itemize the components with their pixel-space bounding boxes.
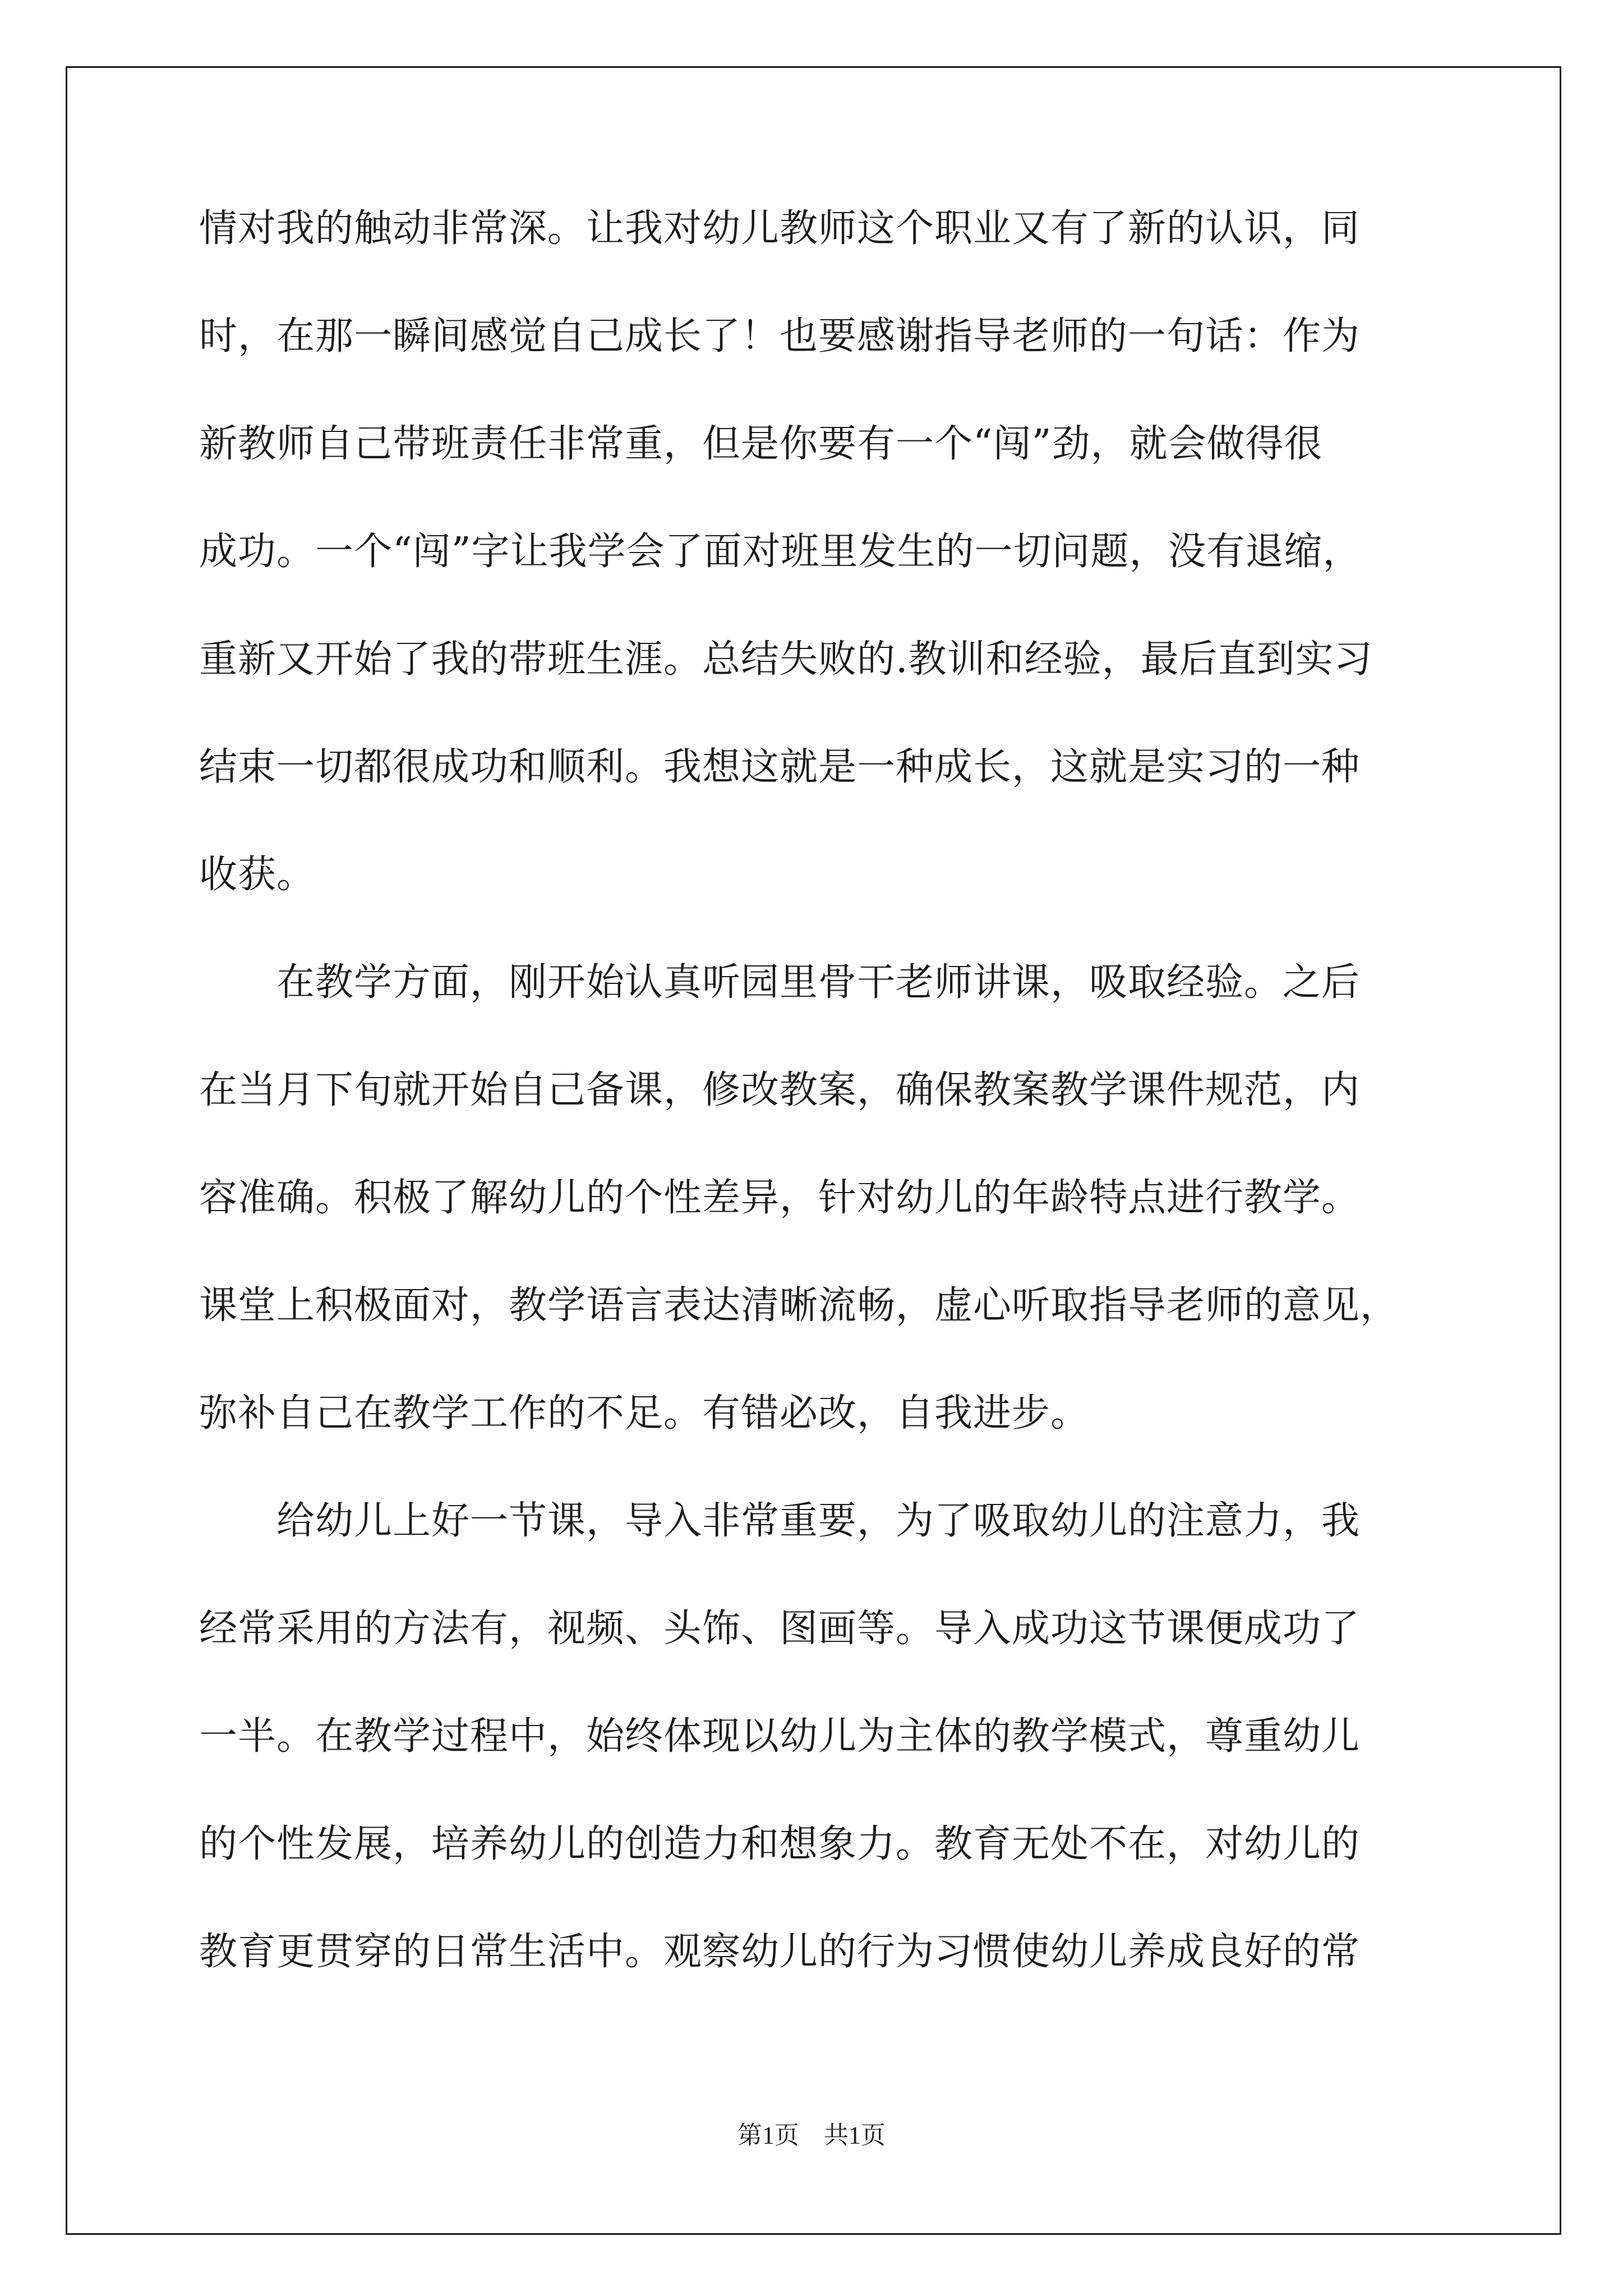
text-line: 时，在那一瞬间感觉自己成长了！也要感谢指导老师的一句话：作为: [199, 314, 1361, 358]
text-line: 容准确。积极了解幼儿的个性差异，针对幼儿的年龄特点进行教学。: [199, 1176, 1361, 1220]
text-line: 经常采用的方法有，视频、头饰、图画等。导入成功这节课便成功了: [199, 1607, 1361, 1651]
text-line: 收获。: [199, 853, 316, 897]
text-line: 在教学方面，刚开始认真听园里骨干老师讲课，吸取经验。之后: [199, 960, 1361, 1005]
text-line: 给幼儿上好一节课，导入非常重要，为了吸取幼儿的注意力，我: [199, 1499, 1361, 1543]
text-line: 重新又开始了我的带班生涯。总结失败的.教训和经验，最后直到实习: [199, 637, 1373, 682]
text-line: 在当月下旬就开始自己备课，修改教案，确保教案教学课件规范，内: [199, 1068, 1361, 1112]
text-line: 教育更贯穿的日常生活中。观察幼儿的行为习惯使幼儿养成良好的常: [199, 1930, 1361, 1974]
text-line: 新教师自己带班责任非常重，但是你要有一个“闯”劲，就会做得很: [199, 422, 1323, 466]
text-line: 课堂上积极面对，教学语言表达清晰流畅，虚心听取指导老师的意见，: [199, 1283, 1399, 1328]
text-line: 的个性发展，培养幼儿的创造力和想象力。教育无处不在，对幼儿的: [199, 1822, 1361, 1866]
text-line: 情对我的触动非常深。让我对幼儿教师这个职业又有了新的认识，同: [199, 206, 1361, 251]
page-border: [66, 66, 1561, 2235]
text-line: 一半。在教学过程中，始终体现以幼儿为主体的教学模式，尊重幼儿: [199, 1714, 1361, 1759]
text-line: 成功。一个“闯”字让我学会了面对班里发生的一切问题，没有退缩，: [199, 530, 1362, 574]
text-line: 结束一切都很成功和顺利。我想这就是一种成长，这就是实习的一种: [199, 745, 1361, 789]
text-line: 弥补自己在教学工作的不足。有错必改，自我进步。: [199, 1391, 1090, 1435]
page-footer: 第1页 共1页: [737, 2122, 886, 2149]
